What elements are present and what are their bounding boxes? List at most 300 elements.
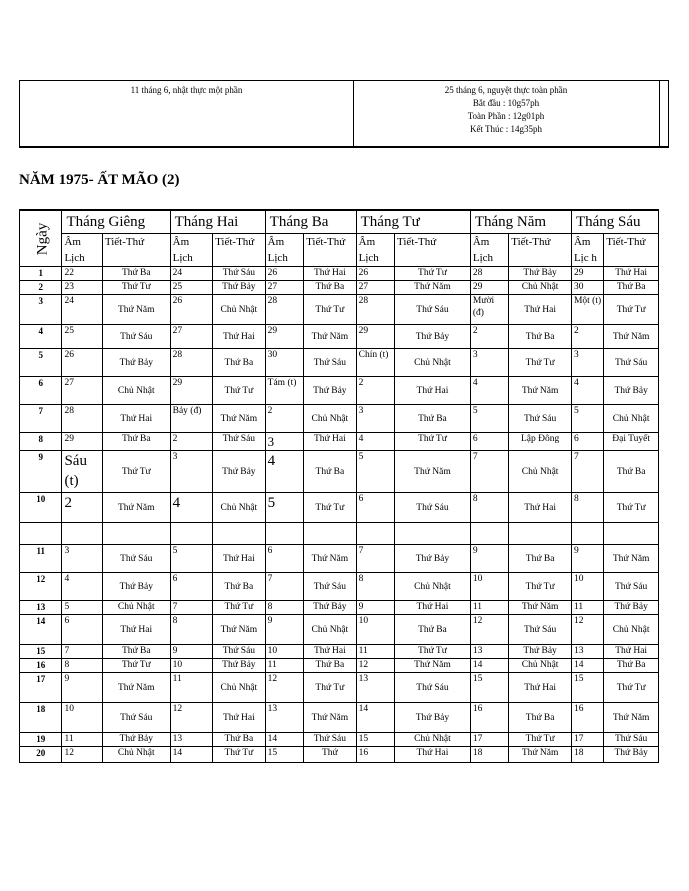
lunar-date-cell: 2 (356, 377, 394, 405)
page-heading: NĂM 1975- ẤT MÃO (2) (19, 172, 180, 188)
weekday-cell: Thứ Tư (509, 733, 572, 747)
weekday-cell: Thứ Năm (509, 747, 572, 763)
lunar-date-cell: 7 (170, 601, 212, 615)
lunar-date-cell: 11 (571, 601, 603, 615)
day-number: 11 (20, 545, 62, 573)
weekday-cell: Thứ Hai (102, 615, 170, 645)
day-row (20, 659, 659, 673)
lunar-date-cell: 11 (62, 733, 102, 747)
lunar-date-cell: 4 (356, 433, 394, 451)
day-row (20, 281, 659, 295)
blank-cell (170, 523, 212, 545)
weekday-cell: Thứ Bảy (604, 601, 659, 615)
weekday-cell: Thứ Năm (509, 601, 572, 615)
weekday-cell: Thứ Sáu (102, 545, 170, 573)
weekday-cell: Thứ Tư (395, 645, 471, 659)
lunar-date-cell: 13 (170, 733, 212, 747)
weekday-cell: Thứ Ba (102, 267, 170, 281)
lunar-date-cell: 16 (571, 703, 603, 733)
lunar-date-cell: 13 (470, 645, 508, 659)
lunar-date-cell: 7 (571, 451, 603, 493)
lunar-date-cell: 10 (470, 573, 508, 601)
weekday-cell: Thứ Hai (213, 325, 266, 349)
weekday-cell: Thứ (304, 747, 357, 763)
tiet-thu-header: Tiết-Thứ (604, 234, 659, 267)
month-header: Tháng Hai (170, 210, 265, 234)
lunar-date-cell: 12 (265, 673, 303, 703)
day-number: 4 (20, 325, 62, 349)
weekday-cell: Thứ Ba (213, 349, 266, 377)
lunar-date-cell: 3 (571, 349, 603, 377)
weekday-cell: Thứ Năm (304, 545, 357, 573)
weekday-cell: Chủ Nhật (604, 615, 659, 645)
weekday-cell: Thứ Tư (102, 659, 170, 673)
am-lich-header: Âm Lịc h (571, 234, 603, 267)
lunar-date-cell: 29 (356, 325, 394, 349)
day-row (20, 733, 659, 747)
lunar-date-cell: 27 (62, 377, 102, 405)
weekday-cell: Thứ Sáu (304, 349, 357, 377)
weekday-cell: Thứ Tư (509, 573, 572, 601)
weekday-cell: Chủ Nhật (509, 659, 572, 673)
tiet-thu-header: Tiết-Thứ (395, 234, 471, 267)
lunar-date-cell: 12 (470, 615, 508, 645)
lunar-date-cell: 8 (170, 615, 212, 645)
weekday-cell: Thứ Tư (604, 673, 659, 703)
lunar-date-cell: 2 (265, 405, 303, 433)
blank-cell (395, 523, 471, 545)
weekday-cell: Thứ Hai (509, 673, 572, 703)
lunar-date-cell: 8 (62, 659, 102, 673)
weekday-cell: Thứ Hai (395, 601, 471, 615)
lunar-date-cell: 25 (62, 325, 102, 349)
weekday-cell: Thứ Sáu (395, 493, 471, 523)
lunar-date-cell: 22 (62, 267, 102, 281)
lunar-date-cell: 18 (571, 747, 603, 763)
lunar-date-cell: 11 (265, 659, 303, 673)
weekday-cell: Thứ Tư (604, 493, 659, 523)
weekday-cell: Thứ Năm (509, 377, 572, 405)
weekday-cell: Thứ Tư (395, 267, 471, 281)
lunar-date-cell: 11 (356, 645, 394, 659)
lunar-date-cell: 6 (170, 573, 212, 601)
lunar-date-cell: 27 (356, 281, 394, 295)
weekday-cell: Thứ Sáu (304, 733, 357, 747)
lunar-date-cell: 30 (265, 349, 303, 377)
weekday-cell: Thứ Tư (213, 747, 266, 763)
lunar-date-cell: 4 (265, 451, 303, 493)
blank-cell (571, 523, 603, 545)
lunar-date-cell: 28 (62, 405, 102, 433)
eclipse-notes-box (19, 80, 669, 148)
lunar-calendar-table (19, 209, 659, 763)
day-row (20, 747, 659, 763)
weekday-cell: Thứ Hai (304, 645, 357, 659)
day-row (20, 433, 659, 451)
lunar-date-cell: 27 (170, 325, 212, 349)
day-row (20, 615, 659, 645)
weekday-cell: Chủ Nhật (509, 281, 572, 295)
day-number: 1 (20, 267, 62, 281)
weekday-cell: Thứ Ba (304, 659, 357, 673)
lunar-date-cell: 5 (356, 451, 394, 493)
am-lich-header: Âm Lịch (62, 234, 102, 267)
lunar-date-cell: 6 (571, 433, 603, 451)
day-row (20, 295, 659, 325)
weekday-cell: Thứ Năm (304, 703, 357, 733)
lunar-date-cell: 24 (62, 295, 102, 325)
weekday-cell: Thứ Tư (102, 281, 170, 295)
lunar-eclipse-note (353, 81, 660, 146)
weekday-cell: Thứ Ba (509, 325, 572, 349)
lunar-date-cell: 13 (265, 703, 303, 733)
day-row (20, 377, 659, 405)
lunar-date-cell: Một (t) (571, 295, 603, 325)
weekday-cell: Thứ Ba (304, 451, 357, 493)
weekday-cell: Thứ Hai (509, 295, 572, 325)
weekday-cell: Chủ Nhật (604, 405, 659, 433)
day-row (20, 493, 659, 523)
weekday-cell: Thứ Hai (604, 267, 659, 281)
lunar-date-cell: 3 (470, 349, 508, 377)
lunar-date-cell: 26 (265, 267, 303, 281)
lunar-date-cell: 2 (170, 433, 212, 451)
weekday-cell: Thứ Tư (213, 601, 266, 615)
weekday-cell: Thứ Bảy (213, 659, 266, 673)
blank-cell (470, 523, 508, 545)
weekday-cell: Thứ Năm (604, 325, 659, 349)
lunar-date-cell: 14 (470, 659, 508, 673)
lunar-date-cell: 3 (170, 451, 212, 493)
weekday-cell: Thứ Bảy (102, 733, 170, 747)
lunar-date-cell: 26 (170, 295, 212, 325)
lunar-date-cell: 8 (356, 573, 394, 601)
lunar-date-cell: 16 (356, 747, 394, 763)
weekday-cell: Thứ Ba (213, 733, 266, 747)
lunar-date-cell: 9 (170, 645, 212, 659)
weekday-cell: Thứ Ba (604, 281, 659, 295)
weekday-cell: Thứ Hai (102, 405, 170, 433)
weekday-cell: Chủ Nhật (304, 615, 357, 645)
lunar-date-cell: 4 (62, 573, 102, 601)
weekday-cell: Thứ Sáu (102, 703, 170, 733)
weekday-cell: Đại Tuyết (604, 433, 659, 451)
lunar-date-cell: Sáu (t) (62, 451, 102, 493)
lunar-date-cell: 9 (470, 545, 508, 573)
lunar-date-cell: 25 (170, 281, 212, 295)
weekday-cell: Chủ Nhật (213, 493, 266, 523)
weekday-cell: Chủ Nhật (102, 747, 170, 763)
weekday-cell: Thứ Ba (395, 405, 471, 433)
weekday-cell: Thứ Hai (213, 545, 266, 573)
weekday-cell: Thứ Tư (304, 295, 357, 325)
weekday-cell: Thứ Sáu (604, 349, 659, 377)
lunar-date-cell: 5 (571, 405, 603, 433)
weekday-cell: Thứ Ba (102, 645, 170, 659)
weekday-cell: Thứ Sáu (395, 673, 471, 703)
weekday-cell: Thứ Sáu (509, 615, 572, 645)
day-row (20, 267, 659, 281)
lunar-date-cell: Chín (t) (356, 349, 394, 377)
weekday-cell: Thứ Sáu (213, 433, 266, 451)
blank-cell (604, 523, 659, 545)
weekday-cell: Thứ Tư (102, 451, 170, 493)
lunar-date-cell: 9 (265, 615, 303, 645)
month-header: Tháng Sáu (571, 210, 658, 234)
weekday-cell: Thứ Năm (604, 545, 659, 573)
lunar-date-cell: 29 (62, 433, 102, 451)
lunar-date-cell: 3 (62, 545, 102, 573)
weekday-cell: Thứ Ba (395, 615, 471, 645)
weekday-cell: Thứ Ba (304, 281, 357, 295)
day-row (20, 349, 659, 377)
lunar-date-cell: 10 (571, 573, 603, 601)
weekday-cell: Thứ Tư (304, 493, 357, 523)
lunar-date-cell: 10 (356, 615, 394, 645)
blank-row (20, 523, 659, 545)
weekday-cell: Thứ Hai (213, 703, 266, 733)
month-header-row (20, 210, 659, 234)
lunar-date-cell: 7 (470, 451, 508, 493)
lunar-date-cell: 14 (170, 747, 212, 763)
weekday-cell: Thứ Bảy (102, 573, 170, 601)
weekday-cell: Thứ Năm (102, 493, 170, 523)
weekday-cell: Thứ Năm (395, 451, 471, 493)
weekday-cell: Thứ Năm (395, 659, 471, 673)
blank-cell (304, 523, 357, 545)
weekday-cell: Thứ Năm (102, 295, 170, 325)
lunar-date-cell: 11 (470, 601, 508, 615)
lunar-date-cell: 2 (62, 493, 102, 523)
weekday-cell: Thứ Sáu (395, 295, 471, 325)
month-header: Tháng Ba (265, 210, 356, 234)
day-number: 17 (20, 673, 62, 703)
day-row (20, 601, 659, 615)
lunar-date-cell: 3 (265, 433, 303, 451)
lunar-date-cell: 7 (62, 645, 102, 659)
month-header: Tháng Tư (356, 210, 470, 234)
weekday-cell: Thứ Ba (102, 433, 170, 451)
lunar-date-cell: 28 (356, 295, 394, 325)
weekday-cell: Thứ Ba (509, 703, 572, 733)
weekday-cell: Thứ Bảy (509, 645, 572, 659)
lunar-date-cell: 10 (62, 703, 102, 733)
ngay-header (20, 210, 62, 267)
lunar-date-cell: 29 (265, 325, 303, 349)
lunar-date-cell: 15 (356, 733, 394, 747)
weekday-cell: Thứ Hai (604, 645, 659, 659)
weekday-cell: Thứ Ba (213, 573, 266, 601)
day-row (20, 545, 659, 573)
weekday-cell: Thứ Sáu (604, 573, 659, 601)
lunar-date-cell: 6 (356, 493, 394, 523)
day-row (20, 645, 659, 659)
lunar-date-cell: Tám (t) (265, 377, 303, 405)
lunar-date-cell: 2 (571, 325, 603, 349)
weekday-cell: Thứ Ba (604, 659, 659, 673)
lunar-date-cell: 6 (62, 615, 102, 645)
weekday-cell: Thứ Hai (304, 267, 357, 281)
weekday-cell: Thứ Năm (213, 405, 266, 433)
weekday-cell: Thứ Tư (509, 349, 572, 377)
day-number: 18 (20, 703, 62, 733)
lunar-date-cell: 2 (470, 325, 508, 349)
lunar-date-cell: 15 (470, 673, 508, 703)
weekday-cell: Thứ Sáu (304, 573, 357, 601)
weekday-cell: Thứ Hai (395, 377, 471, 405)
weekday-cell: Thứ Sáu (509, 405, 572, 433)
weekday-cell: Chủ Nhật (213, 295, 266, 325)
ngay-label: Ngày (34, 222, 51, 255)
day-number: 16 (20, 659, 62, 673)
weekday-cell: Thứ Tư (604, 295, 659, 325)
weekday-cell: Thứ Năm (102, 673, 170, 703)
weekday-cell: Thứ Năm (604, 703, 659, 733)
lunar-note-line: Bắt đầu : 10g57ph (472, 98, 540, 108)
lunar-date-cell: 4 (170, 493, 212, 523)
lunar-date-cell: 6 (265, 545, 303, 573)
weekday-cell: Thứ Bảy (395, 325, 471, 349)
day-number: 14 (20, 615, 62, 645)
tiet-thu-header: Tiết-Thứ (102, 234, 170, 267)
lunar-date-cell: 24 (170, 267, 212, 281)
weekday-cell: Thứ Năm (213, 615, 266, 645)
weekday-cell: Thứ Bảy (395, 545, 471, 573)
month-header: Tháng Giêng (62, 210, 170, 234)
blank-cell (20, 523, 62, 545)
am-lich-header: Âm Lịch (356, 234, 394, 267)
lunar-date-cell: 15 (265, 747, 303, 763)
weekday-cell: Thứ Bảy (395, 703, 471, 733)
lunar-date-cell: 26 (62, 349, 102, 377)
weekday-cell: Thứ Bảy (604, 747, 659, 763)
lunar-date-cell: 17 (470, 733, 508, 747)
weekday-cell: Chủ Nhật (213, 673, 266, 703)
weekday-cell: Thứ Ba (509, 545, 572, 573)
weekday-cell: Thứ Bảy (604, 377, 659, 405)
tiet-thu-header: Tiết-Thứ (213, 234, 266, 267)
weekday-cell: Thứ Tư (395, 433, 471, 451)
lunar-date-cell: 8 (571, 493, 603, 523)
day-number: 13 (20, 601, 62, 615)
weekday-cell: Chủ Nhật (304, 405, 357, 433)
lunar-date-cell: 27 (265, 281, 303, 295)
lunar-date-cell: 12 (571, 615, 603, 645)
weekday-cell: Chủ Nhật (102, 377, 170, 405)
weekday-cell: Thứ Hai (509, 493, 572, 523)
lunar-date-cell: 8 (470, 493, 508, 523)
lunar-date-cell: Mười (đ) (470, 295, 508, 325)
tiet-thu-header: Tiết-Thứ (509, 234, 572, 267)
blank-cell (356, 523, 394, 545)
month-header: Tháng Năm (470, 210, 571, 234)
weekday-cell: Chủ Nhật (395, 573, 471, 601)
am-lich-header: Âm Lịch (170, 234, 212, 267)
weekday-cell: Thứ Năm (304, 325, 357, 349)
blank-cell (213, 523, 266, 545)
weekday-cell: Thứ Sáu (102, 325, 170, 349)
weekday-cell: Thứ Sáu (213, 645, 266, 659)
lunar-date-cell: 5 (170, 545, 212, 573)
lunar-date-cell: Bảy (đ) (170, 405, 212, 433)
lunar-date-cell: 9 (356, 601, 394, 615)
lunar-date-cell: 11 (170, 673, 212, 703)
weekday-cell: Thứ Tư (304, 673, 357, 703)
weekday-cell: Thứ Bảy (509, 267, 572, 281)
day-number: 20 (20, 747, 62, 763)
am-lich-header: Âm Lịch (470, 234, 508, 267)
day-row (20, 405, 659, 433)
lunar-date-cell: 28 (170, 349, 212, 377)
lunar-note-line: 25 tháng 6, nguyệt thực toàn phần (444, 85, 568, 95)
lunar-date-cell: 29 (170, 377, 212, 405)
tiet-thu-header: Tiết-Thứ (304, 234, 357, 267)
weekday-cell: Thứ Sáu (604, 733, 659, 747)
day-number: 5 (20, 349, 62, 377)
lunar-date-cell: 5 (62, 601, 102, 615)
lunar-date-cell: 6 (470, 433, 508, 451)
lunar-date-cell: 5 (265, 493, 303, 523)
lunar-date-cell: 14 (265, 733, 303, 747)
weekday-cell: Thứ Bảy (213, 281, 266, 295)
weekday-cell: Chủ Nhật (395, 349, 471, 377)
lunar-date-cell: 16 (470, 703, 508, 733)
solar-eclipse-note: 11 tháng 6, nhật thực một phần (20, 81, 354, 146)
weekday-cell: Lập Đông (509, 433, 572, 451)
lunar-date-cell: 5 (470, 405, 508, 433)
lunar-date-cell: 30 (571, 281, 603, 295)
weekday-cell: Thứ Hai (395, 747, 471, 763)
day-number: 15 (20, 645, 62, 659)
day-row (20, 673, 659, 703)
lunar-date-cell: 4 (470, 377, 508, 405)
lunar-date-cell: 13 (571, 645, 603, 659)
lunar-date-cell: 10 (265, 645, 303, 659)
lunar-date-cell: 10 (170, 659, 212, 673)
am-lich-header: Âm Lịch (265, 234, 303, 267)
day-number: 3 (20, 295, 62, 325)
day-number: 8 (20, 433, 62, 451)
day-number: 10 (20, 493, 62, 523)
weekday-cell: Thứ Bảy (213, 451, 266, 493)
day-row (20, 573, 659, 601)
lunar-date-cell: 14 (356, 703, 394, 733)
weekday-cell: Thứ Năm (395, 281, 471, 295)
lunar-date-cell: 9 (62, 673, 102, 703)
blank-cell (265, 523, 303, 545)
day-number: 7 (20, 405, 62, 433)
weekday-cell: Thứ Tư (213, 377, 266, 405)
lunar-date-cell: 17 (571, 733, 603, 747)
weekday-cell: Thứ Bảy (102, 349, 170, 377)
day-number: 6 (20, 377, 62, 405)
lunar-date-cell: 18 (470, 747, 508, 763)
weekday-cell: Thứ Hai (304, 433, 357, 451)
day-row (20, 451, 659, 493)
lunar-date-cell: 13 (356, 673, 394, 703)
lunar-date-cell: 9 (571, 545, 603, 573)
blank-cell (62, 523, 102, 545)
lunar-date-cell: 28 (470, 267, 508, 281)
weekday-cell: Thứ Sáu (213, 267, 266, 281)
weekday-cell: Chủ Nhật (102, 601, 170, 615)
lunar-date-cell: 14 (571, 659, 603, 673)
day-row (20, 325, 659, 349)
lunar-date-cell: 12 (62, 747, 102, 763)
weekday-cell: Chủ Nhật (395, 733, 471, 747)
day-number: 9 (20, 451, 62, 493)
weekday-cell: Thứ Bảy (304, 377, 357, 405)
